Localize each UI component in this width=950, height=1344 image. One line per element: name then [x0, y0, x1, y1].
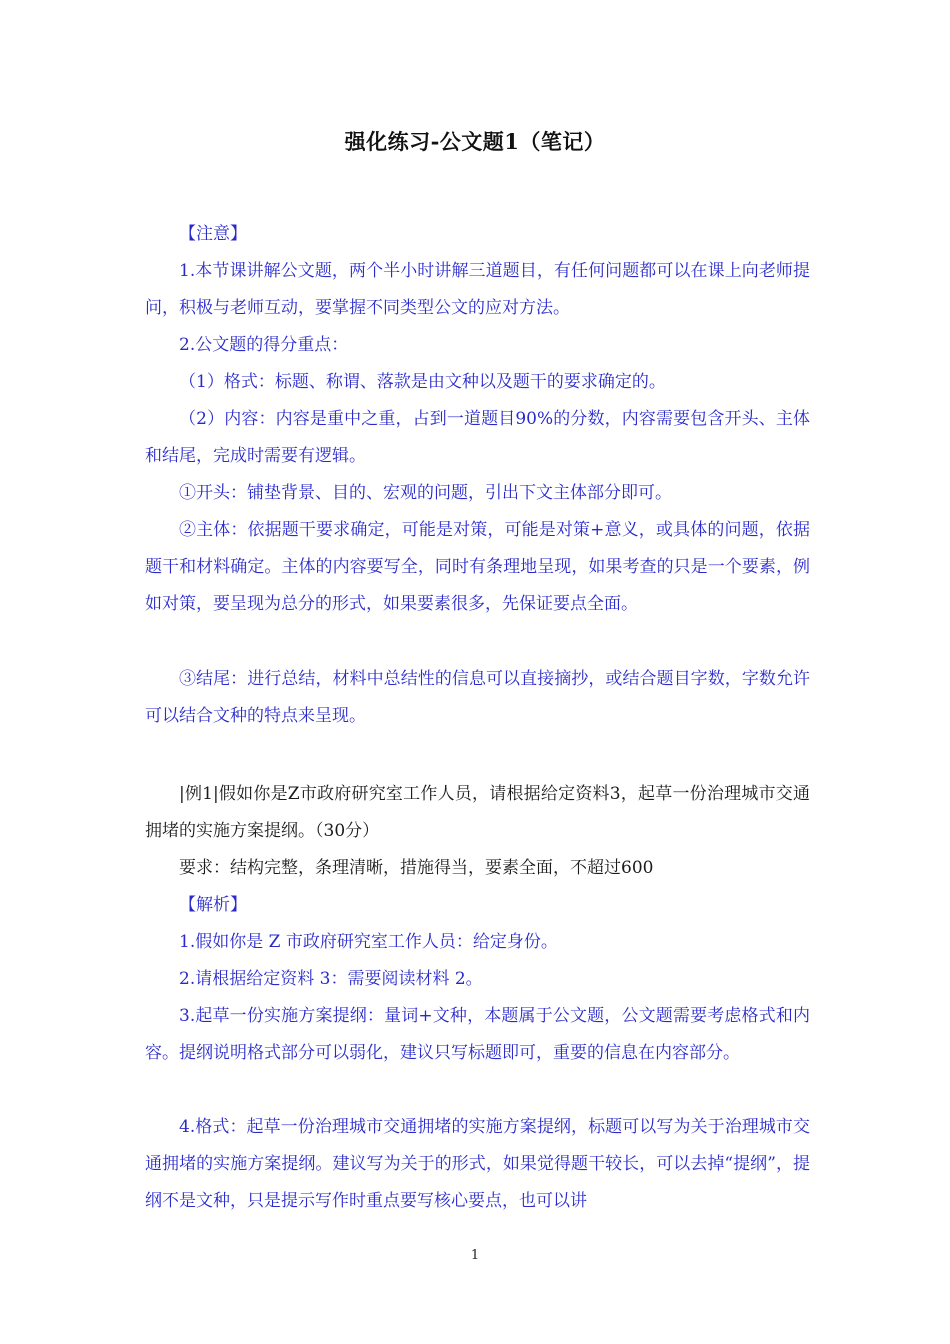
example-question: |例1|假如你是Z市政府研究室工作人员，请根据给定资料3，起草一份治理城市交通拥堵的实施方案提纲。（30分） [145, 784, 810, 841]
document-title: 强化练习-公文题1（笔记） [344, 129, 606, 154]
note-heading: 【注意】 [179, 224, 247, 244]
note-body: ②主体：依据题干要求确定，可能是对策，可能是对策+意义，或具体的问题，依据题干和材料确定。主体的内容要写全，同时有条理地呈现，如果考查的只是一个要素，例如对策，要呈现为总分的形式，如果要素很多，先保证要点全面。 [145, 520, 810, 614]
analysis-item-1: 1.假如你是 Z 市政府研究室工作人员：给定身份。 [179, 932, 558, 952]
note-format: （1）格式：标题、称谓、落款是由文种以及题干的要求确定的。 [179, 372, 666, 392]
analysis-item-4: 4.格式：起草一份治理城市交通拥堵的实施方案提纲，标题可以写为关于治理城市交通拥堵的实施方案提纲。建议写为关于的形式，如果觉得题干较长，可以去掉“提纲”，提纲不是文种，只是提示写作时重点要写核心要点，也可以讲 [145, 1117, 810, 1211]
note-paragraph-1: 1.本节课讲解公文题，两个半小时讲解三道题目，有任何问题都可以在课上向老师提问，积极与老师互动，要掌握不同类型公文的应对方法。 [145, 261, 810, 318]
example-requirement: 要求：结构完整，条理清晰，措施得当，要素全面，不超过600 [179, 858, 654, 878]
page-number: 1 [470, 1248, 480, 1263]
note-paragraph-2: 2.公文题的得分重点： [179, 335, 349, 355]
note-content: （2）内容：内容是重中之重，占到一道题目90%的分数，内容需要包含开头、主体和结尾，完成时需要有逻辑。 [145, 409, 810, 466]
analysis-item-2: 2.请根据给定资料 3：需要阅读材料 2。 [179, 969, 483, 989]
note-opening: ①开头：铺垫背景、目的、宏观的问题，引出下文主体部分即可。 [179, 483, 672, 503]
note-ending: ③结尾：进行总结，材料中总结性的信息可以直接摘抄，或结合题目字数，字数允许可以结合文种的特点来呈现。 [145, 669, 810, 726]
analysis-item-3: 3.起草一份实施方案提纲：量词+文种，本题属于公文题，公文题需要考虑格式和内容。提纲说明格式部分可以弱化，建议只写标题即可，重要的信息在内容部分。 [145, 1006, 810, 1063]
analysis-heading: 【解析】 [179, 895, 247, 915]
